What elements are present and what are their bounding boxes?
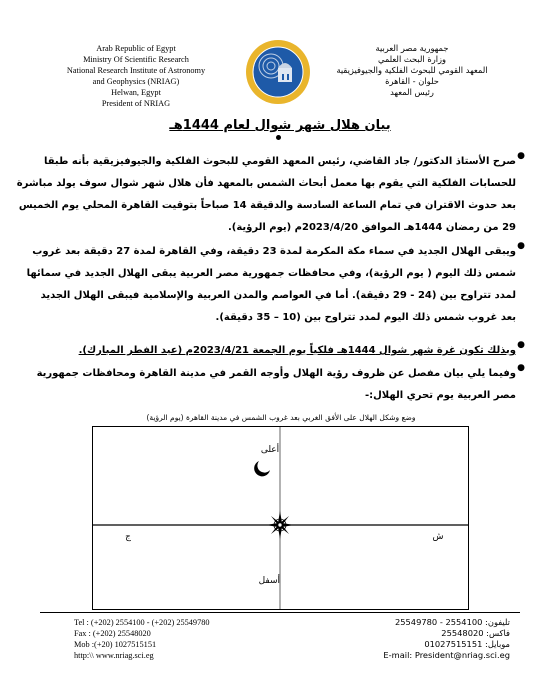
paragraph-line: وبذلك تكون غرة شهر شوال 1444هـ فلكياً يوم الجمعة 2023/4/21م (عيد الفطر المبارك).: [78, 345, 516, 356]
label-south: ج: [125, 532, 131, 542]
title-dot: [276, 135, 281, 140]
paragraph-line: شمس ذلك اليوم ( يوم الرؤية)، وفي محافظات جمهورية مصر العربية يبقى الهلال الجديد في سمائها: [26, 268, 516, 279]
paragraph-duration: [26, 241, 525, 329]
label-down: أسفل: [258, 576, 280, 586]
footer-en-line: Tel : (+202) 2554100 - (+202) 25549780: [74, 618, 210, 627]
header-en-line: President of NRIAG: [101, 99, 171, 108]
paragraph-line: مصر العربية يوم تحري الهلال:-: [364, 390, 516, 401]
footer-divider: [40, 612, 520, 613]
header-en-line: Helwan, Egypt: [111, 88, 161, 97]
footer-ar-line: فاكس: 25548020: [441, 628, 510, 638]
figure-caption: وضع وشكل الهلال على الأفق الغربي بعد غروب الشمس في مدينة القاهرة (يوم الرؤية): [146, 413, 416, 422]
paragraph-line: وفيما يلي بيان مفصل عن ظروف رؤية الهلال وأوجه القمر في مدينة القاهرة ومحافظات جمهورية: [36, 368, 516, 379]
header-en-line: National Research Institute of Astronomy: [66, 66, 206, 75]
paragraph-line: صرح الأستاذ الدكتور/ جاد القاضي، رئيس المعهد القومي للبحوث الفلكية والجيوفيزيقية بأنه طبقا: [43, 156, 516, 167]
bullet-icon: ●: [517, 241, 525, 251]
bullet-icon: ●: [517, 151, 525, 161]
header-ar-line: رئيس المعهد: [390, 87, 434, 97]
header-en-line: Ministry Of Scientific Research: [83, 55, 189, 64]
paragraph-line: لمدد تتراوح بين (24 - 29 دقيقة). أما في العواصم والمدن العربية والإسلامية فيبقى الهلال الجديد: [40, 290, 516, 301]
footer-en-line: http:\\ www.nriag.sci.eg: [74, 651, 154, 660]
footer-ar-line: تليفون: 2554100 - 25549780: [394, 617, 510, 627]
paragraph-line: ويبقى الهلال الجديد في سماء مكة المكرمة لمدة 23 دقيقة، وفي القاهرة لمدة 27 دقيقة بعد غروب: [32, 246, 516, 257]
nriag-logo: [244, 38, 312, 106]
bullet-icon: ●: [517, 363, 525, 373]
paragraph-eid: [44, 340, 525, 362]
header-arabic: [312, 43, 512, 98]
footer-en-line: Fax : (+202) 25548020: [74, 629, 151, 638]
header-en-line: Arab Republic of Egypt: [96, 44, 176, 53]
crescent-moon-icon: [254, 461, 270, 476]
paragraph-line: بعد غروب شمس ذلك اليوم لمدد تتراوح بين (10 – 35 دقيقة).: [215, 312, 516, 323]
paragraph-line: للحسابات الفلكية التي يقوم بها معمل أبحاث الشمس بالمعهد فأن هلال شهر شوال سوف يولد مباشرة: [16, 178, 516, 189]
moon-figure: [92, 426, 469, 610]
compass-rose-icon: [266, 511, 294, 539]
header-ar-line: وزارة البحث العلمي: [377, 54, 447, 64]
paragraph-details: [36, 363, 525, 407]
paragraph-line: 29 من رمضان 1444هـ الموافق 2023/4/20م (يوم الرؤية).: [227, 222, 516, 233]
footer-ar-line: موبايل: 01027515151: [424, 639, 510, 649]
header-ar-line: جمهورية مصر العربية: [375, 43, 449, 53]
header-en-line: and Geophysics (NRIAG): [92, 77, 180, 86]
paragraph-line: بعد حدوث الاقتران في تمام الساعة السادسة والدقيقة 14 صباحاً بتوقيت القاهرة المحلي يوم الخميس: [18, 200, 516, 211]
header-ar-line: حلوان - القاهرة: [385, 76, 439, 86]
page-title: بيان هلال شهر شوال لعام 1444هـ: [169, 118, 391, 133]
label-up: أعلى: [260, 445, 280, 455]
label-north: ش: [432, 532, 444, 542]
paragraph-conjunction: [16, 151, 525, 239]
header-ar-line: المعهد القومي للبحوث الفلكية والجيوفيزيقية: [336, 65, 488, 75]
bullet-icon: ●: [517, 340, 525, 350]
footer-english: [74, 617, 274, 661]
footer-en-line: Mob :(+20) 1027515151: [74, 640, 157, 649]
footer-arabic: [290, 617, 510, 661]
footer-ar-line: E-mail: President@nriag.sci.eg: [383, 650, 510, 660]
header-english: [36, 43, 236, 109]
